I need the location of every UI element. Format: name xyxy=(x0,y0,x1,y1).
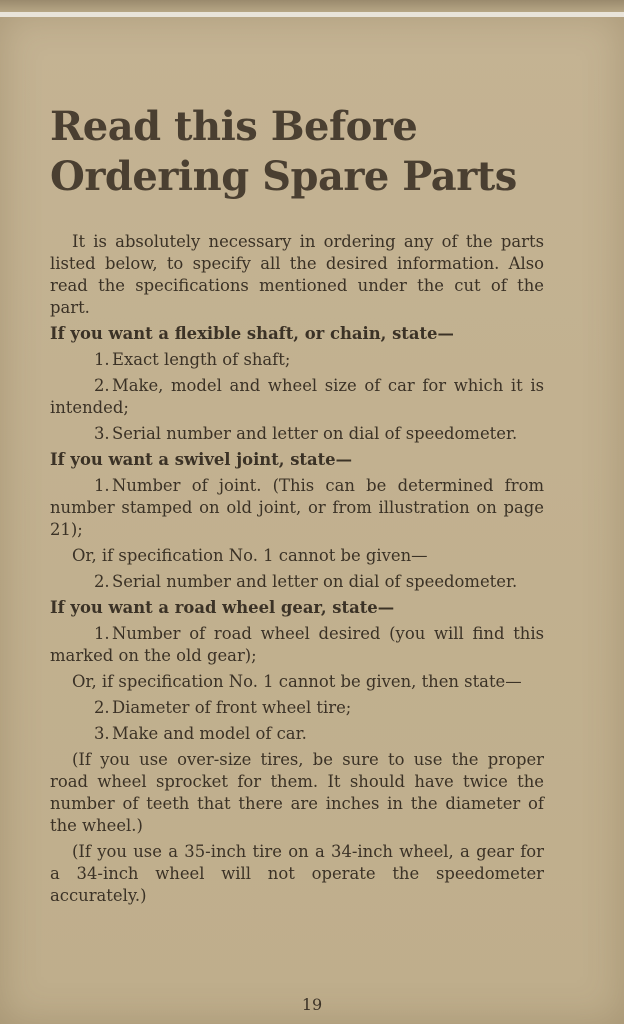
item-number: 2. xyxy=(94,698,110,717)
item-text: Make, model and wheel size of car for which it is intended; xyxy=(50,376,544,417)
item-number: 2. xyxy=(94,376,110,395)
flexible-shaft-item-1 xyxy=(50,349,544,371)
item-number: 1. xyxy=(94,476,110,495)
item-number: 1. xyxy=(94,350,110,369)
item-text: Number of road wheel desired (you will find this marked on the old gear); xyxy=(50,624,544,665)
flexible-shaft-item-3 xyxy=(50,423,544,445)
item-number: 3. xyxy=(94,424,110,443)
flexible-shaft-item-2 xyxy=(50,375,544,419)
swivel-joint-heading: If you want a swivel joint, state— xyxy=(50,450,353,469)
road-wheel-gear-item-3 xyxy=(50,723,544,745)
item-text: Make and model of car. xyxy=(112,724,307,743)
road-wheel-gear-or: Or, if specification No. 1 cannot be given, then state— xyxy=(72,672,522,691)
item-text: Serial number and letter on dial of speedometer. xyxy=(112,572,518,591)
page-title: Read this Before Ordering Spare Parts xyxy=(50,103,517,200)
page-number: 19 xyxy=(301,995,323,1014)
page-body xyxy=(50,231,544,911)
item-number: 2. xyxy=(94,572,110,591)
swivel-joint-or: Or, if specification No. 1 cannot be given— xyxy=(72,546,428,565)
swivel-joint-item-2 xyxy=(50,571,544,593)
item-text: Serial number and letter on dial of speedometer. xyxy=(112,424,518,443)
oversize-tires-note: (If you use over-size tires, be sure to use the proper road wheel sprocket for them. It should have twice the number of teeth that there are inches in the diameter of the wheel.) xyxy=(50,750,544,835)
flexible-shaft-heading: If you want a flexible shaft, or chain, state— xyxy=(50,324,454,343)
item-number: 1. xyxy=(94,624,110,643)
road-wheel-gear-item-1 xyxy=(50,623,544,667)
swivel-joint-item-1 xyxy=(50,475,544,541)
page-top-edge xyxy=(0,12,624,17)
document-page xyxy=(0,12,624,1024)
tire-size-note: (If you use a 35-inch tire on a 34-inch wheel, a gear for a 34-inch wheel will not operate the speedometer accurately.) xyxy=(50,842,544,905)
page-top-shadow xyxy=(0,0,624,12)
item-text: Diameter of front wheel tire; xyxy=(112,698,352,717)
item-text: Exact length of shaft; xyxy=(112,350,291,369)
road-wheel-gear-heading: If you want a road wheel gear, state— xyxy=(50,598,395,617)
item-text: Number of joint. (This can be determined from number stamped on old joint, or from illustration on page 21); xyxy=(50,476,544,539)
item-number: 3. xyxy=(94,724,110,743)
intro-paragraph: It is absolutely necessary in ordering any of the parts listed below, to specify all the desired information. Also read the specifications mentioned under the cut of the part. xyxy=(50,232,544,317)
road-wheel-gear-item-2 xyxy=(50,697,544,719)
